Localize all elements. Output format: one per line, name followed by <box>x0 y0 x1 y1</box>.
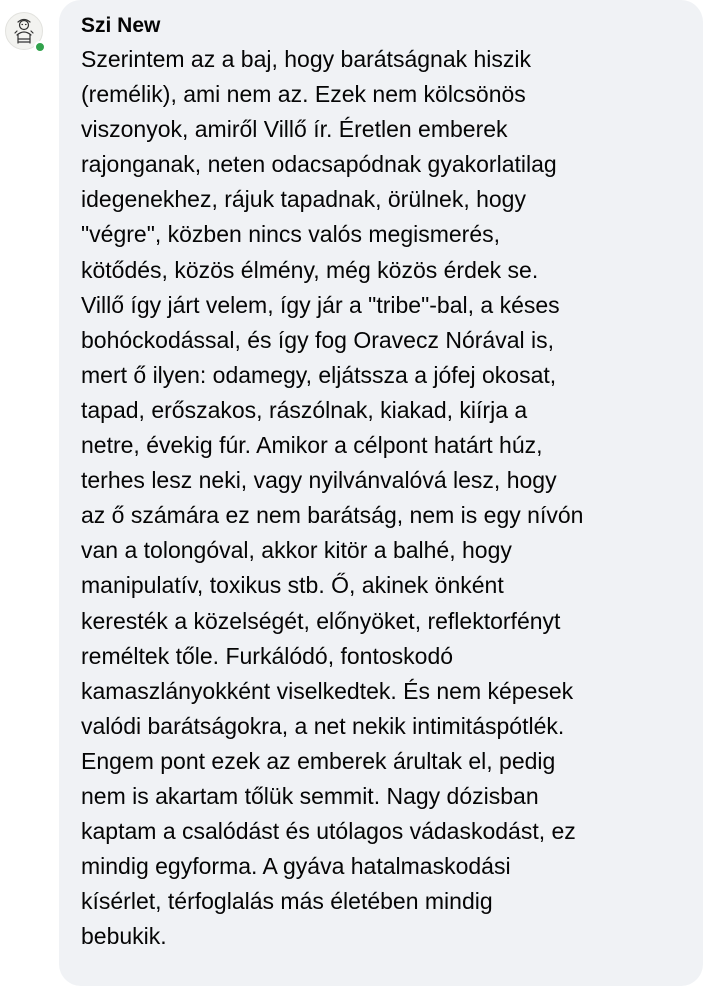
comment-line: kötődés, közös élmény, még közös érdek se. <box>81 256 539 283</box>
comment-line: "végre", közben nincs valós megismerés, <box>81 221 501 248</box>
comment-line: kaptam a csalódást és utólagos vádaskodást, ez <box>81 818 576 845</box>
comment-line: idegenekhez, rájuk tapadnak, örülnek, hogy <box>81 186 526 213</box>
comment-line: terhes lesz neki, vagy nyilvánvalóvá lesz, hogy <box>81 467 557 494</box>
comment-line: van a tolongóval, akkor kitör a balhé, hogy <box>81 537 512 564</box>
comment-text <box>81 42 685 954</box>
avatar[interactable] <box>5 12 47 54</box>
comment-line: az ő számára ez nem barátság, nem is egy nívón <box>81 502 584 529</box>
comment-bubble <box>59 0 703 986</box>
comment-line: mindig egyforma. A gyáva hatalmaskodási <box>81 853 511 880</box>
online-status-dot <box>34 41 46 53</box>
comment-line: Szerintem az a baj, hogy barátságnak hiszik <box>81 46 532 72</box>
comment-line: (remélik), ami nem az. Ezek nem kölcsönös <box>81 81 526 108</box>
comment-line: nem is akartam tőlük semmit. Nagy dózisban <box>81 782 539 809</box>
comment-author[interactable]: Szi New <box>81 14 161 37</box>
comment-line: kamaszlányokként viselkedtek. És nem képesek <box>81 677 574 704</box>
comment-line: rajonganak, neten odacsapódnak gyakorlatilag <box>81 151 557 178</box>
comment-line: tapad, erőszakos, rászólnak, kiakad, kiírja a <box>81 396 528 423</box>
comment-line: bohóckodással, és így fog Oravecz Nórával is, <box>81 326 555 353</box>
comment-line: viszonyok, amiről Villő ír. Éretlen emberek <box>81 116 508 143</box>
comment-line: reméltek tőle. Furkálódó, fontoskodó <box>81 642 454 669</box>
comment-line: mert ő ilyen: odamegy, eljátssza a jófej okosat, <box>81 361 557 388</box>
comment-line: keresték a közelségét, előnyöket, reflektorfényt <box>81 607 561 634</box>
comment-line: netre, évekig fúr. Amikor a célpont határt húz, <box>81 432 543 459</box>
comment-line: Villő így járt velem, így jár a "tribe"-bal, a késes <box>81 291 560 318</box>
comment-line: manipulatív, toxikus stb. Ő, akinek önként <box>81 572 504 599</box>
comment-line: kísérlet, térfoglalás más életében mindig <box>81 888 493 915</box>
comment-line: bebukik. <box>81 923 167 950</box>
comment-line: valódi barátságokra, a net nekik intimitáspótlék. <box>81 712 565 739</box>
comment-line: Engem pont ezek az emberek árultak el, pedig <box>81 747 556 774</box>
